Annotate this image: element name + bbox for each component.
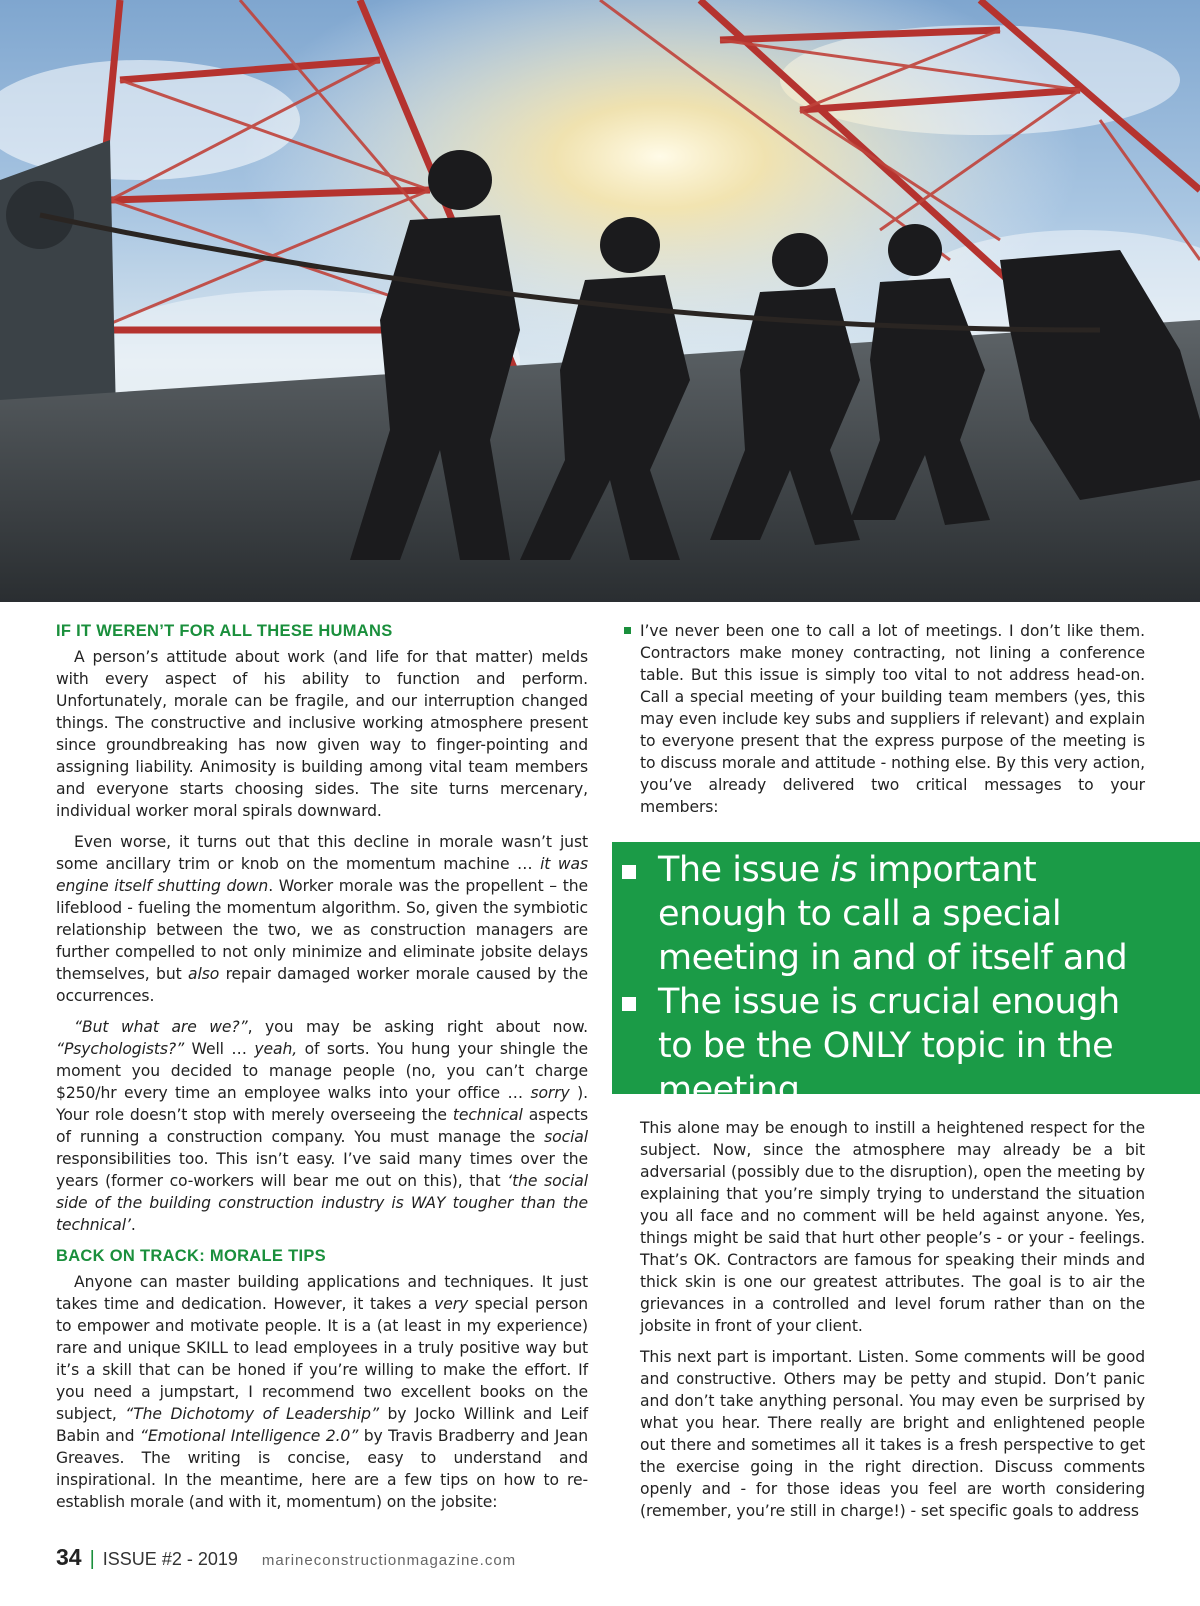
callout-item-important: The issue is important enough to call a special meeting in and of itself and [658, 848, 1148, 980]
hero-photo [0, 0, 1200, 602]
paragraph-meetings: I’ve never been one to call a lot of meetings. I don’t like them. Contractors make money contracting, not lining a conference table. But this issue is simply too vital to not address head-on. Call a special meeting of your building team members (yes, this may even include key subs and suppliers if relevant) and explain to everyone present that the express purpose of the meeting is to discuss morale and attitude - nothing else. By this very action, you’ve already delivered two critical messages to your members: [640, 622, 1145, 816]
square-bullet-icon [624, 627, 631, 634]
section-heading-humans: IF IT WEREN’T FOR ALL THESE HUMANS [56, 622, 393, 640]
paragraph-this-alone: This alone may be enough to instill a heightened respect for the subject. Now, since the atmosphere may already be a bit adversarial (possibly due to the disruption), open the meeting by explaining that you’re simply trying to understand the situation you all face and no comment will be held against anyone. Yes, things might be said that hurt other people’s - or your - feelings. That’s OK. Contractors are famous for speaking their minds and thick skin is one our greatest attributes. The goal is to air the grievances in a controlled and level forum rather than on the jobsite in front of your client. [640, 1119, 1145, 1335]
paragraph-listen: This next part is important. Listen. Some comments will be good and constructive. Others may be petty and stupid. Don’t panic and don’t take anything personal. You may even be surprised by what you hear. There really are bright and enlightened people out there and sometimes all it takes is a fresh perspective to get the exercise going in the right direction. Discuss comments openly and - for those ideas you feel are worth considering (remember, you’re still in charge!) - set specific goals to address [640, 1348, 1145, 1520]
hero-illustration [0, 0, 1200, 602]
paragraph-even-worse: Even worse, it turns out that this decline in morale wasn’t just some ancillary trim or knob on the momentum machine … it was engine itself shutting down. Worker morale was the propellent – the lifeblood - fueling the momentum algorithm. So, given the symbiotic relationship between the two, we as construction managers are further compelled to not only minimize and eliminate jobsite delays themselves, but also repair damaged worker morale caused by the occurrences. [56, 833, 588, 1005]
paragraph-anyone-can-master: Anyone can master building applications and techniques. It just takes time and dedication. However, it takes a very special person to empower and motivate people. It is a (at least in my experience) rare and unique SKILL to lead employees in a truly positive way but it’s a skill that can be honed if you’re willing to make the effort. If you need a jumpstart, I recommend two excellent books on the subject, “The Dichotomy of Leadership” by Jocko Willink and Leif Babin and “Emotional Intelligence 2.0” by Travis Bradberry and Jean Greaves. The writing is concise, easy to understand and inspirational. In the meantime, here are a few tips on how to re-establish morale (and with it, momentum) on the jobsite: [56, 1273, 589, 1511]
website-link[interactable]: marineconstructionmagazine.com [261, 1552, 517, 1569]
issue-label: ISSUE #2 - 2019 [102, 1549, 238, 1569]
page-number: 34 [56, 1544, 82, 1570]
section-heading-morale-tips: BACK ON TRACK: MORALE TIPS [56, 1247, 326, 1265]
paragraph-psychologists: “But what are we?”, you may be asking right about now. “Psychologists?” Well … yeah, of sorts. You hung your shingle the moment you decided to manage people (no, you can’t charge $250/hr every time an employee walks into your office … sorry ). Your role doesn’t stop with merely overseeing the technical aspects of running a construction company. You must manage the social responsibilities too. This isn’t easy. I’ve said many times over the years (former co-workers will bear me out on this), that ‘the social side of the building construction industry is WAY tougher than the technical’. [56, 1018, 588, 1234]
right-column-bottom [640, 1117, 1145, 1531]
left-column [56, 620, 588, 1522]
square-bullet-icon [622, 865, 636, 879]
footer-separator: | [89, 1548, 95, 1570]
tip-bullet-meeting [640, 620, 1145, 818]
paragraph-attitude: A person’s attitude about work (and life for that matter) melds with every aspect of his ability to function and perform. Unfortunately, morale can be fragile, and our interruption changed things. The constructive and inclusive working atmosphere present since groundbreaking has now given way to finger-pointing and assigning liability. Animosity is building among vital team members and everyone starts choosing sides. The site turns mercenary, individual worker moral spirals downward. [56, 648, 588, 820]
callout-box [612, 842, 1200, 1110]
callout-item-only-topic: The issue is crucial enough to be the ONLY topic in the meeting. [658, 980, 1148, 1112]
right-column-top [640, 620, 1145, 827]
square-bullet-icon [622, 997, 636, 1011]
page-footer [56, 1544, 516, 1574]
